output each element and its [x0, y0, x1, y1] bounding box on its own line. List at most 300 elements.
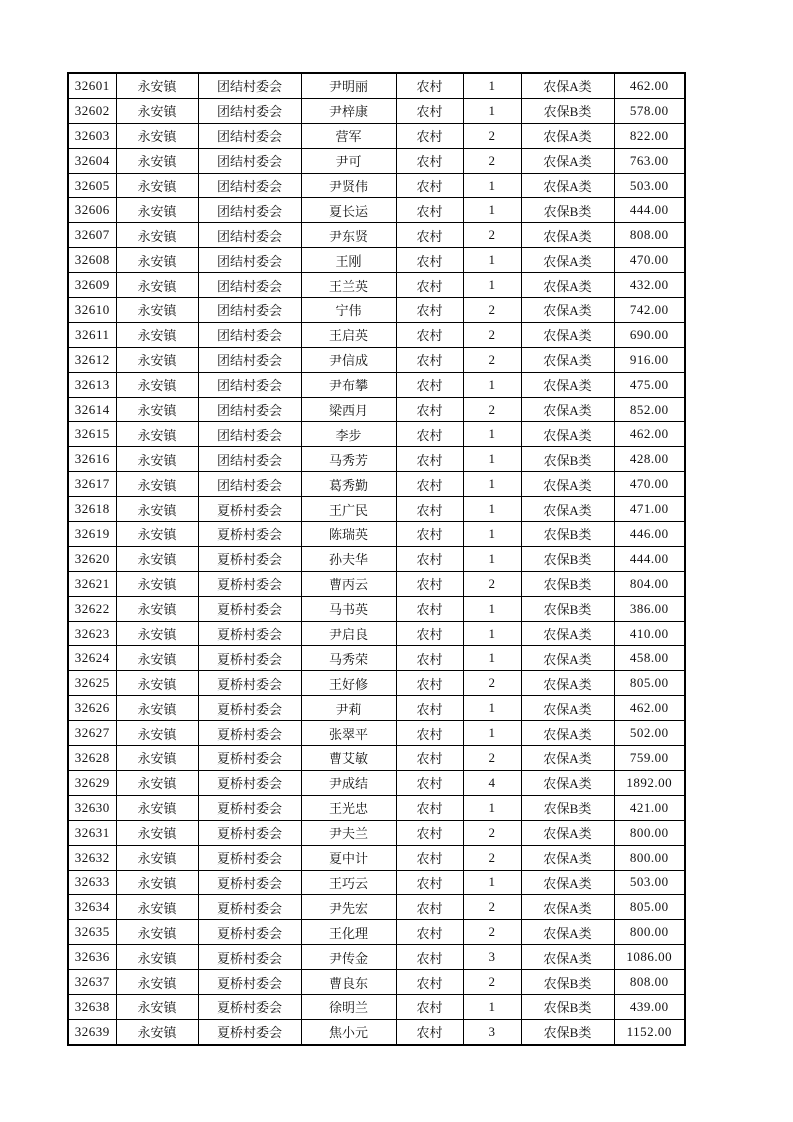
category-cell: 农保A类	[521, 870, 614, 895]
id-cell: 32631	[68, 820, 116, 845]
name-cell: 尹信成	[301, 347, 396, 372]
area-type-cell: 农村	[396, 223, 463, 248]
category-cell: 农保A类	[521, 173, 614, 198]
area-type-cell: 农村	[396, 820, 463, 845]
count-cell: 1	[463, 795, 521, 820]
id-cell: 32606	[68, 198, 116, 223]
area-type-cell: 农村	[396, 945, 463, 970]
category-cell: 农保A类	[521, 945, 614, 970]
id-cell: 32614	[68, 397, 116, 422]
amount-cell: 421.00	[614, 795, 685, 820]
id-cell: 32634	[68, 895, 116, 920]
category-cell: 农保A类	[521, 845, 614, 870]
category-cell: 农保A类	[521, 298, 614, 323]
category-cell: 农保A类	[521, 497, 614, 522]
village-cell: 团结村委会	[198, 322, 301, 347]
category-cell: 农保B类	[521, 994, 614, 1019]
id-cell: 32633	[68, 870, 116, 895]
village-cell: 夏桥村委会	[198, 522, 301, 547]
id-cell: 32636	[68, 945, 116, 970]
id-cell: 32632	[68, 845, 116, 870]
table-row	[68, 372, 685, 397]
village-cell: 团结村委会	[198, 98, 301, 123]
id-cell: 32620	[68, 546, 116, 571]
amount-cell: 462.00	[614, 73, 685, 98]
area-type-cell: 农村	[396, 472, 463, 497]
town-cell: 永安镇	[116, 123, 198, 148]
area-type-cell: 农村	[396, 497, 463, 522]
id-cell: 32624	[68, 646, 116, 671]
area-type-cell: 农村	[396, 795, 463, 820]
count-cell: 2	[463, 298, 521, 323]
table-row	[68, 770, 685, 795]
category-cell: 农保B类	[521, 596, 614, 621]
table-row	[68, 546, 685, 571]
name-cell: 徐明兰	[301, 994, 396, 1019]
id-cell: 32612	[68, 347, 116, 372]
id-cell: 32605	[68, 173, 116, 198]
name-cell: 马秀芳	[301, 447, 396, 472]
name-cell: 葛秀勤	[301, 472, 396, 497]
id-cell: 32622	[68, 596, 116, 621]
table-row	[68, 98, 685, 123]
category-cell: 农保A类	[521, 895, 614, 920]
amount-cell: 759.00	[614, 746, 685, 771]
table-row	[68, 746, 685, 771]
area-type-cell: 农村	[396, 123, 463, 148]
village-cell: 夏桥村委会	[198, 994, 301, 1019]
village-cell: 夏桥村委会	[198, 621, 301, 646]
amount-cell: 446.00	[614, 522, 685, 547]
amount-cell: 444.00	[614, 546, 685, 571]
town-cell: 永安镇	[116, 770, 198, 795]
count-cell: 2	[463, 746, 521, 771]
amount-cell: 410.00	[614, 621, 685, 646]
name-cell: 曹丙云	[301, 571, 396, 596]
town-cell: 永安镇	[116, 696, 198, 721]
amount-cell: 805.00	[614, 895, 685, 920]
amount-cell: 462.00	[614, 696, 685, 721]
town-cell: 永安镇	[116, 1019, 198, 1044]
category-cell: 农保B类	[521, 546, 614, 571]
name-cell: 孙夫华	[301, 546, 396, 571]
town-cell: 永安镇	[116, 920, 198, 945]
count-cell: 1	[463, 721, 521, 746]
table-row	[68, 920, 685, 945]
category-cell: 农保A类	[521, 347, 614, 372]
town-cell: 永安镇	[116, 596, 198, 621]
town-cell: 永安镇	[116, 372, 198, 397]
table-row	[68, 870, 685, 895]
id-cell: 32625	[68, 671, 116, 696]
count-cell: 1	[463, 994, 521, 1019]
town-cell: 永安镇	[116, 422, 198, 447]
count-cell: 1	[463, 696, 521, 721]
town-cell: 永安镇	[116, 621, 198, 646]
id-cell: 32616	[68, 447, 116, 472]
id-cell: 32637	[68, 970, 116, 995]
village-cell: 夏桥村委会	[198, 820, 301, 845]
name-cell: 王刚	[301, 248, 396, 273]
amount-cell: 822.00	[614, 123, 685, 148]
village-cell: 夏桥村委会	[198, 895, 301, 920]
amount-cell: 1086.00	[614, 945, 685, 970]
town-cell: 永安镇	[116, 298, 198, 323]
village-cell: 团结村委会	[198, 198, 301, 223]
area-type-cell: 农村	[396, 422, 463, 447]
name-cell: 李步	[301, 422, 396, 447]
count-cell: 4	[463, 770, 521, 795]
category-cell: 农保A类	[521, 422, 614, 447]
area-type-cell: 农村	[396, 298, 463, 323]
town-cell: 永安镇	[116, 571, 198, 596]
name-cell: 曹良东	[301, 970, 396, 995]
name-cell: 焦小元	[301, 1019, 396, 1044]
town-cell: 永安镇	[116, 447, 198, 472]
count-cell: 1	[463, 546, 521, 571]
town-cell: 永安镇	[116, 721, 198, 746]
category-cell: 农保A类	[521, 746, 614, 771]
id-cell: 32615	[68, 422, 116, 447]
name-cell: 王巧云	[301, 870, 396, 895]
area-type-cell: 农村	[396, 770, 463, 795]
name-cell: 王兰英	[301, 273, 396, 298]
count-cell: 2	[463, 920, 521, 945]
name-cell: 马秀荣	[301, 646, 396, 671]
area-type-cell: 农村	[396, 372, 463, 397]
table-row	[68, 895, 685, 920]
table-row	[68, 497, 685, 522]
id-cell: 32621	[68, 571, 116, 596]
category-cell: 农保B类	[521, 198, 614, 223]
amount-cell: 503.00	[614, 870, 685, 895]
category-cell: 农保A类	[521, 223, 614, 248]
id-cell: 32627	[68, 721, 116, 746]
category-cell: 农保A类	[521, 472, 614, 497]
amount-cell: 800.00	[614, 920, 685, 945]
amount-cell: 690.00	[614, 322, 685, 347]
count-cell: 1	[463, 198, 521, 223]
village-cell: 团结村委会	[198, 123, 301, 148]
area-type-cell: 农村	[396, 970, 463, 995]
table-row	[68, 970, 685, 995]
area-type-cell: 农村	[396, 1019, 463, 1044]
count-cell: 3	[463, 1019, 521, 1044]
count-cell: 2	[463, 845, 521, 870]
category-cell: 农保A类	[521, 397, 614, 422]
town-cell: 永安镇	[116, 895, 198, 920]
amount-cell: 503.00	[614, 173, 685, 198]
category-cell: 农保A类	[521, 123, 614, 148]
village-cell: 夏桥村委会	[198, 696, 301, 721]
category-cell: 农保A类	[521, 696, 614, 721]
count-cell: 2	[463, 347, 521, 372]
table-row	[68, 621, 685, 646]
table-row	[68, 273, 685, 298]
amount-cell: 502.00	[614, 721, 685, 746]
table-body	[68, 73, 685, 1045]
village-cell: 夏桥村委会	[198, 795, 301, 820]
area-type-cell: 农村	[396, 696, 463, 721]
town-cell: 永安镇	[116, 671, 198, 696]
table-row	[68, 472, 685, 497]
category-cell: 农保A类	[521, 322, 614, 347]
amount-cell: 428.00	[614, 447, 685, 472]
count-cell: 1	[463, 273, 521, 298]
amount-cell: 475.00	[614, 372, 685, 397]
id-cell: 32626	[68, 696, 116, 721]
id-cell: 32610	[68, 298, 116, 323]
amount-cell: 444.00	[614, 198, 685, 223]
count-cell: 2	[463, 671, 521, 696]
amount-cell: 470.00	[614, 248, 685, 273]
table-row	[68, 73, 685, 98]
category-cell: 农保B类	[521, 571, 614, 596]
amount-cell: 804.00	[614, 571, 685, 596]
amount-cell: 800.00	[614, 845, 685, 870]
name-cell: 王化理	[301, 920, 396, 945]
amount-cell: 805.00	[614, 671, 685, 696]
count-cell: 1	[463, 422, 521, 447]
amount-cell: 458.00	[614, 646, 685, 671]
count-cell: 1	[463, 73, 521, 98]
village-cell: 夏桥村委会	[198, 845, 301, 870]
village-cell: 团结村委会	[198, 298, 301, 323]
name-cell: 尹布攀	[301, 372, 396, 397]
count-cell: 1	[463, 522, 521, 547]
name-cell: 营军	[301, 123, 396, 148]
area-type-cell: 农村	[396, 397, 463, 422]
count-cell: 1	[463, 98, 521, 123]
village-cell: 夏桥村委会	[198, 546, 301, 571]
village-cell: 团结村委会	[198, 347, 301, 372]
count-cell: 1	[463, 372, 521, 397]
area-type-cell: 农村	[396, 198, 463, 223]
name-cell: 马书英	[301, 596, 396, 621]
category-cell: 农保B类	[521, 522, 614, 547]
count-cell: 1	[463, 596, 521, 621]
town-cell: 永安镇	[116, 322, 198, 347]
name-cell: 尹贤伟	[301, 173, 396, 198]
count-cell: 1	[463, 497, 521, 522]
category-cell: 农保B类	[521, 447, 614, 472]
village-cell: 夏桥村委会	[198, 770, 301, 795]
table-row	[68, 322, 685, 347]
table-row	[68, 646, 685, 671]
category-cell: 农保B类	[521, 970, 614, 995]
count-cell: 2	[463, 397, 521, 422]
amount-cell: 763.00	[614, 148, 685, 173]
name-cell: 尹传金	[301, 945, 396, 970]
town-cell: 永安镇	[116, 546, 198, 571]
id-cell: 32611	[68, 322, 116, 347]
town-cell: 永安镇	[116, 472, 198, 497]
town-cell: 永安镇	[116, 497, 198, 522]
count-cell: 3	[463, 945, 521, 970]
area-type-cell: 农村	[396, 571, 463, 596]
category-cell: 农保A类	[521, 820, 614, 845]
village-cell: 夏桥村委会	[198, 646, 301, 671]
town-cell: 永安镇	[116, 223, 198, 248]
category-cell: 农保A类	[521, 770, 614, 795]
name-cell: 尹成结	[301, 770, 396, 795]
amount-cell: 808.00	[614, 223, 685, 248]
area-type-cell: 农村	[396, 522, 463, 547]
area-type-cell: 农村	[396, 248, 463, 273]
table-row	[68, 571, 685, 596]
village-cell: 团结村委会	[198, 447, 301, 472]
area-type-cell: 农村	[396, 721, 463, 746]
town-cell: 永安镇	[116, 148, 198, 173]
name-cell: 陈瑞英	[301, 522, 396, 547]
id-cell: 32629	[68, 770, 116, 795]
area-type-cell: 农村	[396, 546, 463, 571]
name-cell: 宁伟	[301, 298, 396, 323]
area-type-cell: 农村	[396, 148, 463, 173]
table-row	[68, 173, 685, 198]
id-cell: 32618	[68, 497, 116, 522]
town-cell: 永安镇	[116, 98, 198, 123]
id-cell: 32608	[68, 248, 116, 273]
town-cell: 永安镇	[116, 970, 198, 995]
town-cell: 永安镇	[116, 646, 198, 671]
category-cell: 农保A类	[521, 248, 614, 273]
area-type-cell: 农村	[396, 895, 463, 920]
area-type-cell: 农村	[396, 845, 463, 870]
id-cell: 32628	[68, 746, 116, 771]
village-cell: 团结村委会	[198, 397, 301, 422]
id-cell: 32613	[68, 372, 116, 397]
area-type-cell: 农村	[396, 273, 463, 298]
category-cell: 农保A类	[521, 621, 614, 646]
count-cell: 2	[463, 970, 521, 995]
table-row	[68, 1019, 685, 1044]
area-type-cell: 农村	[396, 98, 463, 123]
id-cell: 32623	[68, 621, 116, 646]
town-cell: 永安镇	[116, 522, 198, 547]
table-row	[68, 522, 685, 547]
area-type-cell: 农村	[396, 646, 463, 671]
table-row	[68, 671, 685, 696]
village-cell: 团结村委会	[198, 372, 301, 397]
amount-cell: 800.00	[614, 820, 685, 845]
category-cell: 农保A类	[521, 671, 614, 696]
amount-cell: 471.00	[614, 497, 685, 522]
town-cell: 永安镇	[116, 73, 198, 98]
table-row	[68, 820, 685, 845]
table-row	[68, 223, 685, 248]
id-cell: 32617	[68, 472, 116, 497]
count-cell: 2	[463, 223, 521, 248]
count-cell: 1	[463, 173, 521, 198]
amount-cell: 432.00	[614, 273, 685, 298]
town-cell: 永安镇	[116, 795, 198, 820]
name-cell: 梁西月	[301, 397, 396, 422]
category-cell: 农保A类	[521, 646, 614, 671]
id-cell: 32609	[68, 273, 116, 298]
category-cell: 农保B类	[521, 1019, 614, 1044]
name-cell: 王好修	[301, 671, 396, 696]
name-cell: 夏中计	[301, 845, 396, 870]
town-cell: 永安镇	[116, 273, 198, 298]
village-cell: 夏桥村委会	[198, 671, 301, 696]
table-row	[68, 795, 685, 820]
amount-cell: 1892.00	[614, 770, 685, 795]
category-cell: 农保A类	[521, 273, 614, 298]
town-cell: 永安镇	[116, 746, 198, 771]
area-type-cell: 农村	[396, 994, 463, 1019]
amount-cell: 742.00	[614, 298, 685, 323]
name-cell: 尹夫兰	[301, 820, 396, 845]
category-cell: 农保B类	[521, 98, 614, 123]
amount-cell: 808.00	[614, 970, 685, 995]
name-cell: 夏长运	[301, 198, 396, 223]
count-cell: 2	[463, 123, 521, 148]
village-cell: 夏桥村委会	[198, 945, 301, 970]
village-cell: 团结村委会	[198, 248, 301, 273]
amount-cell: 386.00	[614, 596, 685, 621]
name-cell: 张翠平	[301, 721, 396, 746]
count-cell: 2	[463, 148, 521, 173]
name-cell: 尹东贤	[301, 223, 396, 248]
table-row	[68, 845, 685, 870]
table-row	[68, 596, 685, 621]
amount-cell: 439.00	[614, 994, 685, 1019]
count-cell: 1	[463, 870, 521, 895]
village-cell: 团结村委会	[198, 273, 301, 298]
name-cell: 王启英	[301, 322, 396, 347]
count-cell: 2	[463, 820, 521, 845]
area-type-cell: 农村	[396, 621, 463, 646]
amount-cell: 578.00	[614, 98, 685, 123]
area-type-cell: 农村	[396, 347, 463, 372]
town-cell: 永安镇	[116, 945, 198, 970]
count-cell: 1	[463, 248, 521, 273]
village-cell: 夏桥村委会	[198, 920, 301, 945]
name-cell: 尹梓康	[301, 98, 396, 123]
town-cell: 永安镇	[116, 347, 198, 372]
amount-cell: 462.00	[614, 422, 685, 447]
table-row	[68, 721, 685, 746]
count-cell: 2	[463, 895, 521, 920]
area-type-cell: 农村	[396, 596, 463, 621]
town-cell: 永安镇	[116, 173, 198, 198]
category-cell: 农保A类	[521, 920, 614, 945]
count-cell: 1	[463, 646, 521, 671]
count-cell: 2	[463, 571, 521, 596]
town-cell: 永安镇	[116, 994, 198, 1019]
village-cell: 夏桥村委会	[198, 721, 301, 746]
town-cell: 永安镇	[116, 870, 198, 895]
name-cell: 尹可	[301, 148, 396, 173]
area-type-cell: 农村	[396, 870, 463, 895]
village-cell: 夏桥村委会	[198, 1019, 301, 1044]
name-cell: 王光忠	[301, 795, 396, 820]
amount-cell: 470.00	[614, 472, 685, 497]
village-cell: 夏桥村委会	[198, 596, 301, 621]
id-cell: 32607	[68, 223, 116, 248]
town-cell: 永安镇	[116, 820, 198, 845]
count-cell: 1	[463, 621, 521, 646]
count-cell: 1	[463, 472, 521, 497]
id-cell: 32603	[68, 123, 116, 148]
town-cell: 永安镇	[116, 198, 198, 223]
count-cell: 2	[463, 322, 521, 347]
area-type-cell: 农村	[396, 322, 463, 347]
id-cell: 32630	[68, 795, 116, 820]
category-cell: 农保A类	[521, 148, 614, 173]
village-cell: 夏桥村委会	[198, 497, 301, 522]
